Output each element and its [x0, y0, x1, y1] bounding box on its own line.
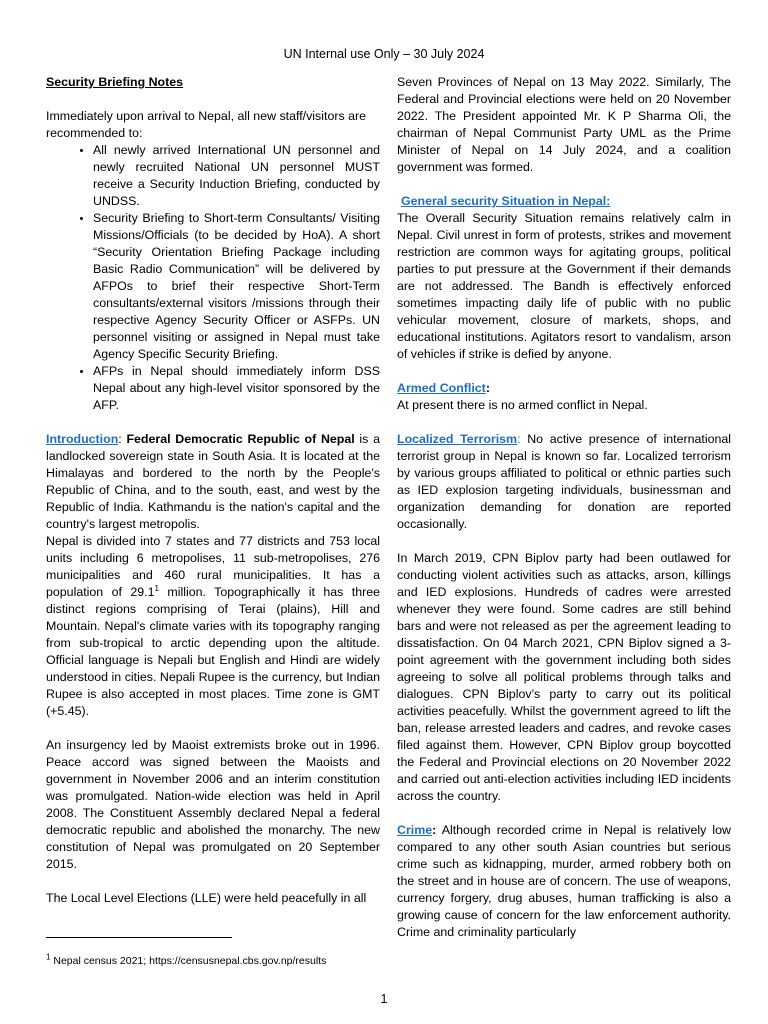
lle-paragraph: The Local Level Elections (LLE) were held peacefully in all — [46, 891, 367, 905]
list-item: • Security Briefing to Short-term Consultants/ Visiting Missions/Officials (to be decided by HoA). A short “Security Orientation Briefing Package including Basic Radio Communication” will be delivered by AFPOs to brief their respective Short-Term consultants/external visitors /missions through their respective Agency Security Officer or ASFPs. UN personnel visiting or assigned in Nepal must take Agency Specific Security Briefing. — [93, 210, 380, 363]
arrival-intro: Immediately upon arrival to Nepal, all new staff/visitors are recommended to: — [46, 109, 367, 140]
elections-paragraph: Seven Provinces of Nepal on 13 May 2022. Similarly, The Federal and Provincial elections were held on 20 November 2022. The President appointed Mr. K P Sharma Oli, the chairman of Nepal Communist Party UML as the Prime Minister of Nepal on 14 July 2024, and a coalition government was formed. — [397, 75, 731, 174]
terrorism-paragraph — [397, 431, 731, 533]
list-item: • AFPs in Nepal should immediately inform DSS Nepal about any high-level visitor sponsored by the AFP. — [93, 363, 380, 414]
footnote — [46, 954, 386, 968]
armed-conflict-title: Armed Conflict — [397, 381, 486, 395]
armed-conflict-text: At present there is no armed conflict in Nepal. — [397, 398, 648, 412]
general-security-paragraph: The Overall Security Situation remains relatively calm in Nepal. Civil unrest in form of protests, strikes and movement restriction are common ways for agitating groups, political parties to put pressure at the Government if their demands are not addressed. The Bandh is effectively enforced sometimes impacting daily life of public with no public vehicular movement, closure of markets, shops, and educational institutions. Agitators resort to vandalism, arson of vehicles if strike is defied by anyone. — [397, 211, 731, 361]
divisions-text-start: Nepal is divided into 7 states and 77 districts and 753 local units including 6 metropolises, 11 sub-metropolises, 276 municipalities and 460 rural municipalities. It has a population of 29.1 — [46, 534, 380, 599]
page-header: UN Internal use Only – 30 July 2024 — [283, 47, 485, 61]
list-item: • All newly arrived International UN personnel and newly recruited National UN personnel MUST receive a Security Induction Briefing, conducted by UNDSS. — [93, 142, 380, 210]
introduction-paragraph — [46, 431, 380, 533]
terrorism-title: Localized Terrorism — [397, 432, 518, 446]
terrorism-text: No active presence of international terrorist group in Nepal is known so far. Localized terrorism by various groups affiliated to political or ethnic parties such as IED explosion targeting individuals, businessman and organization demanding for donation are reported occasionally. — [397, 432, 731, 531]
crime-colon: : — [432, 823, 437, 837]
divisions-paragraph — [46, 533, 380, 720]
general-security-title: General security Situation in Nepal: — [401, 194, 611, 208]
briefing-title: Security Briefing Notes — [46, 75, 184, 89]
introduction-heading: Introduction — [46, 432, 119, 446]
crime-title: Crime — [397, 823, 433, 837]
footnote-text: Nepal census 2021; https://censusnepal.cbs.gov.np/results — [50, 955, 327, 967]
footnote-mark: 1 — [46, 952, 51, 962]
footnote-divider — [46, 937, 232, 938]
crime-paragraph — [397, 822, 731, 941]
armed-conflict-heading — [397, 380, 731, 397]
right-column — [397, 74, 731, 941]
armed-conflict-colon: : — [485, 381, 490, 395]
country-name: Federal Democratic Republic of Nepal — [126, 432, 355, 446]
general-security-heading — [397, 193, 731, 210]
crime-text: Although recorded crime in Nepal is relatively low compared to any other south Asian countries but serious crime such as kidnapping, murder, armed robbery both on the street and in house are of concern. The use of weapons, currency forgery, drug abuses, human trafficking is also a growing cause of concern for the law enforcement authority. Crime and criminality particularly — [397, 823, 731, 939]
introduction-separator: : — [118, 432, 127, 446]
terrorism-separator: : — [517, 432, 528, 446]
footnote-reference: 1 — [154, 583, 159, 593]
biplov-paragraph: In March 2019, CPN Biplov party had been outlawed for conducting violent activities such as attacks, arson, killings and IED explosions. Hundreds of cadres were arrested whenever they were found. Some cadres are still behind bars and were not released as per the agreement leading to dissatisfaction. On 04 March 2021, CPN Biplov signed a 3-point agreement with the government including both sides agreeing to solve all political problems through talks and dialogues. CPN Biplov’s party to carry out its political activities peacefully. Whilst the government agreed to lift the ban, release arrested leaders and cadres, and revoke cases filed against them. However, CPN Biplov group boycotted the Federal and Provincial elections on 20 November 2022 and carried out anti-election activities including IED incidents across the country. — [397, 551, 731, 803]
divisions-text-end: million. Topographically it has three distinct regions comprising of Terai (plains), Hill and Mountain. Nepal's climate varies with its topography ranging from sub-tropical to arctic depending upon the altitude. Official language is Nepali but English and Hindi are widely understood in cities. Nepali Rupee is the currency, but Indian Rupee is also accepted in most places. Time zone is GMT (+5.45). — [46, 585, 380, 718]
recommendation-list — [46, 142, 380, 414]
left-column — [46, 74, 380, 907]
insurgency-paragraph: An insurgency led by Maoist extremists broke out in 1996. Peace accord was signed between the Maoists and government in November 2006 and an interim constitution was promulgated. Nation-wide election was held in April 2008. The Constituent Assembly declared Nepal a federal democratic republic and abolished the monarchy. The new constitution of Nepal was promulgated on 20 September 2015. — [46, 738, 380, 871]
introduction-text: is a landlocked sovereign state in South Asia. It is located at the Himalayas and bordered to the north by the People's Republic of China, and to the south, east, and west by the Republic of India. Kathmandu is the nation's capital and the country's largest metropolis. — [46, 432, 381, 531]
page-number: 1 — [380, 992, 388, 1006]
